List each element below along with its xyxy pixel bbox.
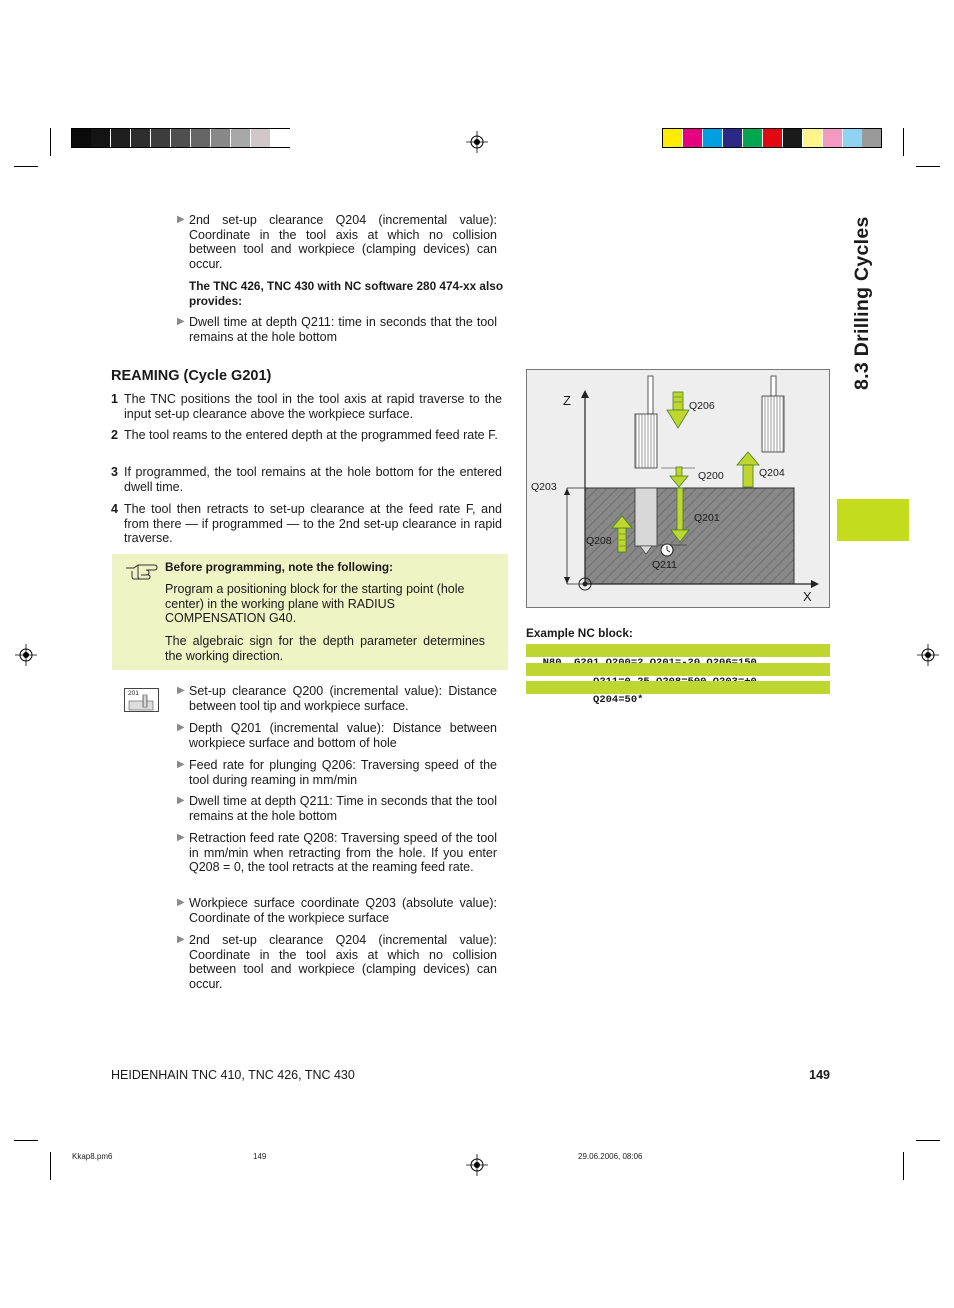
swatch-black	[783, 129, 802, 147]
registration-mark-icon	[917, 644, 939, 666]
swatch-gray-8	[211, 129, 230, 147]
pointing-hand-icon	[124, 562, 162, 582]
swatch-magenta	[683, 129, 702, 147]
param-bullet: ▶ Retraction feed rate Q208: Traversing speed of the tool in mm/min when retracting from the hole. If you enter Q208 = 0, the tool retracts at the reaming feed rate.	[177, 831, 497, 875]
triangle-bullet-icon: ▶	[177, 832, 185, 843]
nc-code-line	[526, 644, 830, 657]
param-bullet: ▶ Set-up clearance Q200 (incremental value): Distance between tool tip and workpiece surface.	[177, 684, 497, 713]
swatch-gray	[862, 129, 881, 147]
q208-label: Q208	[586, 535, 612, 547]
reamer-tool	[635, 414, 657, 468]
crop-mark	[50, 1152, 51, 1180]
nc-example-title: Example NC block:	[526, 626, 633, 640]
slug-page: 149	[253, 1152, 267, 1161]
page-number: 149	[809, 1068, 830, 1082]
registration-mark-icon	[466, 131, 488, 153]
note-paragraph: The algebraic sign for the depth parameter determines the working direction.	[165, 634, 485, 663]
axis-z-label: Z	[563, 393, 571, 408]
triangle-bullet-icon: ▶	[177, 795, 185, 806]
step-item: 3 If programmed, the tool remains at the hole bottom for the entered dwell time.	[111, 465, 502, 494]
q206-label: Q206	[689, 400, 715, 412]
crop-mark	[14, 166, 38, 167]
swatch-green	[743, 129, 762, 147]
triangle-bullet-icon: ▶	[177, 316, 185, 327]
swatch-light-cyan	[843, 129, 862, 147]
software-bullet: ▶ Dwell time at depth Q211: time in seconds that the tool remains at the hole bottom	[177, 315, 497, 344]
step-item: 2 The tool reams to the entered depth at the programmed feed rate F.	[111, 428, 498, 442]
crop-mark	[50, 128, 51, 156]
hole	[635, 488, 657, 546]
param-bullet: ▶ Feed rate for plunging Q206: Traversing speed of the tool during reaming in mm/min	[177, 758, 497, 787]
param-bullet: ▶ Dwell time at depth Q211: Time in seconds that the tool remains at the hole bottom	[177, 794, 497, 823]
param-bullet: ▶ Workpiece surface coordinate Q203 (absolute value): Coordinate of the workpiece surface	[177, 896, 497, 925]
q204-label: Q204	[759, 467, 785, 479]
swatch-gray-5	[151, 129, 170, 147]
triangle-bullet-icon: ▶	[177, 685, 185, 696]
swatch-red	[763, 129, 782, 147]
crop-mark	[903, 1152, 904, 1180]
slug-file: Kkap8.pm6	[72, 1152, 113, 1161]
nc-code-line: Q204=50*	[526, 681, 830, 694]
diagram-graphic	[527, 370, 830, 608]
swatch-blue	[723, 129, 742, 147]
workpiece-block	[585, 488, 794, 584]
step-item: 4 The tool then retracts to set-up clearance at the feed rate F, and from there — if programmed — to the 2nd set-up clearance in rapid traverse.	[111, 502, 502, 546]
crop-mark	[916, 1140, 940, 1141]
triangle-bullet-icon: ▶	[177, 934, 185, 945]
triangle-bullet-icon: ▶	[177, 897, 185, 908]
triangle-bullet-icon: ▶	[177, 214, 185, 225]
nc-code-line	[526, 663, 830, 676]
triangle-bullet-icon: ▶	[177, 759, 185, 770]
software-note: The TNC 426, TNC 430 with NC software 280 474-xx also provides:	[189, 279, 504, 308]
note-heading: Before programming, note the following:	[165, 560, 394, 574]
crop-mark	[916, 166, 940, 167]
reaming-diagram	[526, 369, 830, 608]
swatch-gray-11	[271, 129, 290, 147]
q200-label: Q200	[698, 470, 724, 482]
swatch-gray-10	[251, 129, 270, 147]
swatch-gray-1	[72, 129, 91, 147]
footer-title: HEIDENHAIN TNC 410, TNC 426, TNC 430	[111, 1068, 355, 1082]
swatch-light-yellow	[803, 129, 822, 147]
intro-bullet: ▶ 2nd set-up clearance Q204 (incremental value): Coordinate in the tool axis at which no collision between tool and workpiece (clamping devices) can occur.	[177, 213, 497, 271]
swatch-pink	[823, 129, 842, 147]
crop-mark	[903, 128, 904, 156]
reaming-tool-icon	[127, 693, 157, 711]
slug-date: 29.06.2006, 08:06	[578, 1152, 643, 1161]
swatch-gray-3	[111, 129, 130, 147]
swatch-yellow	[663, 129, 682, 147]
swatch-gray-6	[171, 129, 190, 147]
section-title: REAMING (Cycle G201)	[111, 368, 272, 384]
note-box	[112, 554, 508, 670]
triangle-bullet-icon: ▶	[177, 722, 185, 733]
crop-mark	[14, 1140, 38, 1141]
registration-mark-icon	[466, 1154, 488, 1176]
swatch-cyan	[703, 129, 722, 147]
registration-mark-icon	[15, 644, 37, 666]
softkey-label: 201	[128, 690, 139, 697]
swatch-gray-2	[91, 129, 110, 147]
cycle-201-softkey[interactable]	[124, 688, 159, 712]
swatch-gray-9	[231, 129, 250, 147]
note-paragraph: Program a positioning block for the starting point (hole center) in the working plane with RADIUS COMPENSATION G40.	[165, 582, 465, 626]
q211-label: Q211	[652, 559, 677, 571]
param-bullet: ▶ Depth Q201 (incremental value): Distance between workpiece surface and bottom of hole	[177, 721, 497, 750]
q201-label: Q201	[694, 512, 720, 524]
swatch-gray-4	[131, 129, 150, 147]
swatch-gray-7	[191, 129, 210, 147]
step-item: 1 The TNC positions the tool in the tool axis at rapid traverse to the input set-up clearance above the workpiece surface.	[111, 392, 502, 421]
chapter-tab-marker	[837, 499, 909, 541]
param-bullet: ▶ 2nd set-up clearance Q204 (incremental value): Coordinate in the tool axis at which no collision between tool and workpiece (clamping devices) can occur.	[177, 933, 497, 991]
q203-label: Q203	[531, 481, 557, 493]
axis-x-label: X	[803, 589, 812, 604]
